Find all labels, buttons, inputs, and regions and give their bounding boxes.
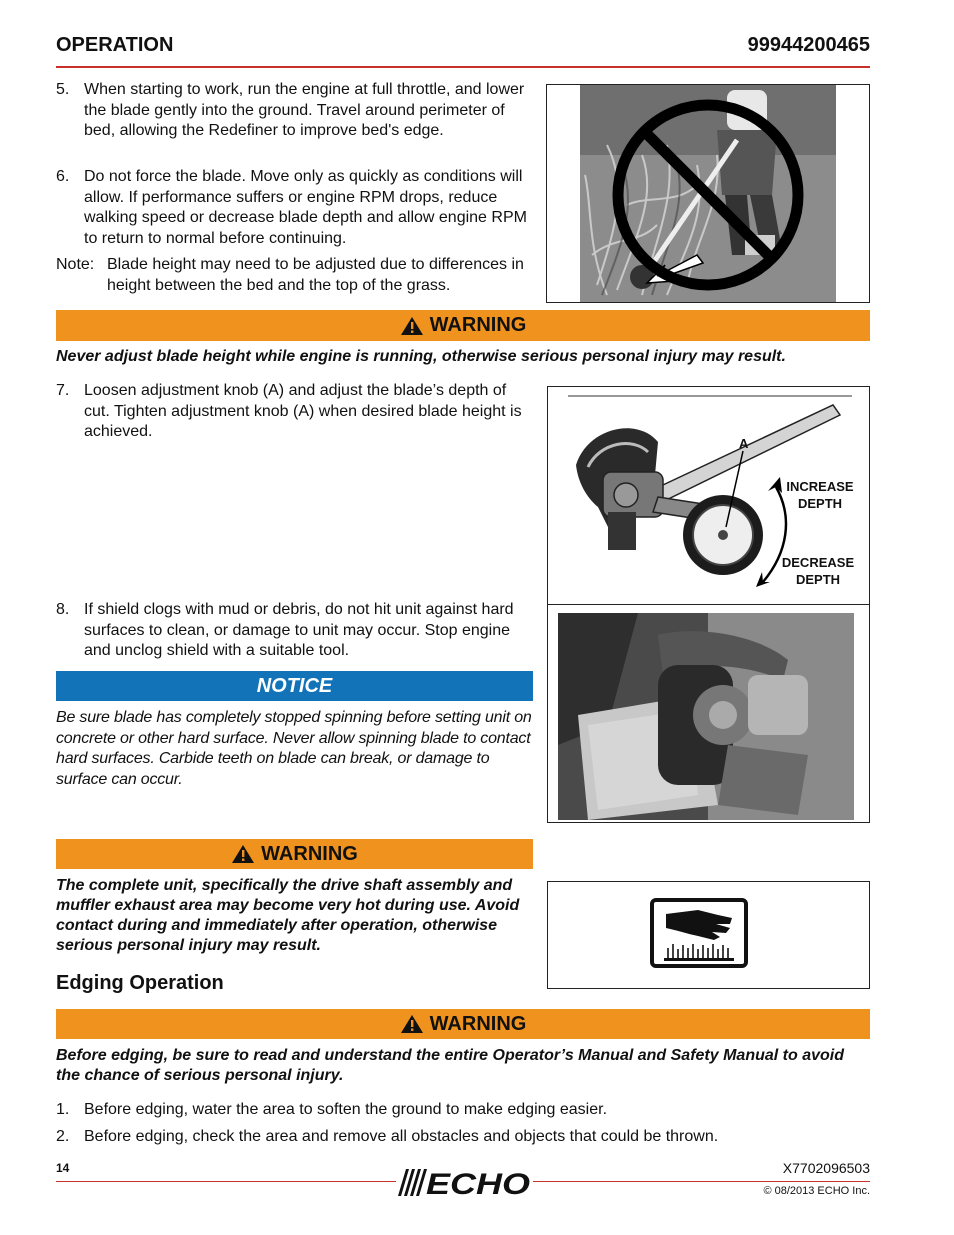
step-5 [56, 80, 534, 160]
warning-triangle-icon [231, 844, 255, 864]
warning-banner [56, 310, 870, 341]
warning-text: Never adjust blade height while engine is running, otherwise serious personal injury may result. [56, 348, 786, 365]
warning-banner [56, 1009, 870, 1039]
increase-depth-label: INCREASE DEPTH [786, 479, 854, 511]
warning-triangle-icon [400, 1014, 424, 1034]
knob-label: A [739, 436, 749, 451]
step-number: 6. [56, 168, 70, 185]
document-number: 99944200465 [747, 34, 870, 56]
hot-surface-icon [548, 882, 869, 988]
section-heading: Edging Operation [56, 972, 224, 994]
page-number: 14 [56, 1161, 70, 1175]
warning-label: WARNING [429, 1012, 527, 1035]
warning-text: The complete unit, specifically the drive shaft assembly and muffler exhaust area may become very hot during use. Avoid contact during and immediately after operation, otherwise serious personal injury may result. [56, 877, 520, 954]
warning-text: Before edging, be sure to read and understand the entire Operator’s Manual and Safety Manual to avoid the chance of serious personal injury. [56, 1047, 844, 1084]
step-number: 8. [56, 601, 70, 618]
decrease-depth-label: DECREASE DEPTH [781, 555, 855, 587]
hot-surface-figure [547, 881, 870, 989]
warning-triangle-icon [400, 316, 424, 336]
echo-logo [396, 1166, 536, 1198]
clogged-shield-illustration [548, 605, 869, 822]
section-title: OPERATION [56, 34, 174, 56]
step-text: Before edging, water the area to soften the ground to make edging easier. [84, 1101, 608, 1118]
clogged-shield-photo [547, 604, 870, 823]
echo-logo-mark [396, 1166, 536, 1198]
footer-rule-right [533, 1181, 870, 1182]
step-6 [56, 167, 534, 249]
echo-logo-text: ECHO [426, 1168, 530, 1198]
step-8 [56, 600, 536, 662]
step-text: Before edging, check the area and remove all obstacles and objects that could be thrown. [84, 1128, 719, 1145]
depth-adjustment-figure [547, 386, 870, 605]
warning-banner [56, 839, 533, 869]
step-text: Do not force the blade. Move only as quickly as conditions will allow. If performance suffers or engine RPM drops, reduce walking speed or decrease blade depth and allow engine RPM to return to normal before continuing. [84, 168, 527, 247]
step-text: Loosen adjustment knob (A) and adjust the blade’s depth of cut. Tighten adjustment knob (A) when desired blade height is achieved. [84, 382, 522, 440]
step-number: 5. [56, 81, 70, 98]
note [56, 255, 536, 297]
notice-label: NOTICE [256, 674, 333, 697]
step-number: 7. [56, 382, 70, 399]
note-label: Note: [56, 256, 95, 273]
part-number: X7702096503 [782, 1160, 870, 1176]
notice-text: Be sure blade has completely stopped spinning before setting unit on concrete or other hard surface. Never allow spinning blade to contact hard surfaces. Carbide teeth on blade can break, or damage to surface can occur. [56, 709, 532, 788]
edging-step-1 [56, 1100, 870, 1121]
step-number: 2. [56, 1128, 70, 1145]
edging-step-2 [56, 1127, 870, 1148]
step-7 [56, 381, 536, 443]
warning-label: WARNING [429, 314, 527, 336]
header-rule [56, 66, 870, 68]
notice-banner [56, 671, 533, 701]
step-number: 1. [56, 1101, 70, 1118]
step-text: When starting to work, run the engine at full throttle, and lower the blade gently into the ground. Travel around perimeter of bed, allowing the Redefiner to improve bed's edge. [84, 81, 525, 139]
note-text: Blade height may need to be adjusted due to differences in height between the bed and the top of the grass. [107, 256, 524, 294]
prohibited-practice-photo [546, 84, 870, 303]
warning-label: WARNING [261, 842, 358, 865]
footer-rule-left [56, 1181, 396, 1182]
copyright: © 08/2013 ECHO Inc. [763, 1185, 870, 1197]
step-text: If shield clogs with mud or debris, do not hit unit against hard surfaces to clean, or damage to unit may occur. Stop engine and unclog shield with a suitable tool. [84, 601, 514, 659]
prohibited-practice-illustration [547, 85, 869, 302]
